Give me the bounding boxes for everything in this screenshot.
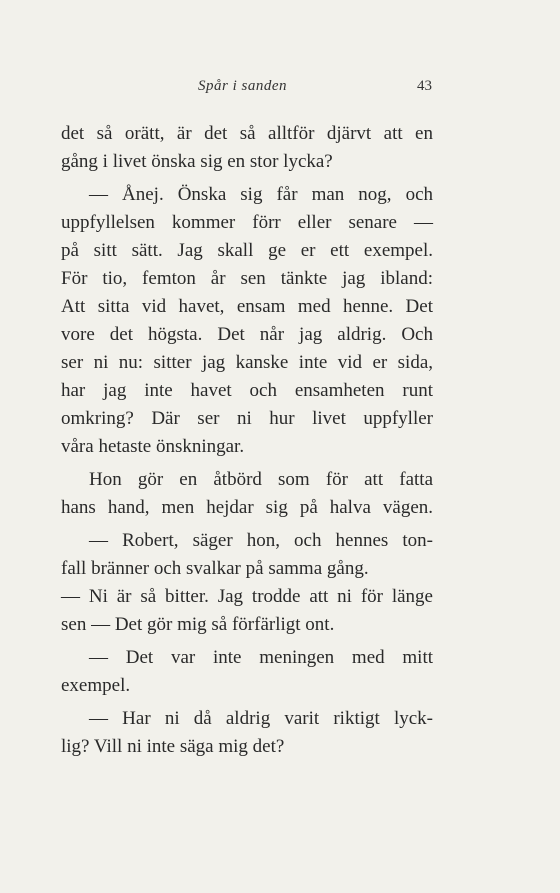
text-line: Hon gör en åtbörd som för att fatta: [89, 469, 433, 490]
text-line: uppfyllelsen kommer förr eller senare —: [61, 212, 433, 233]
text-line: — Robert, säger hon, och hennes ton-: [89, 530, 433, 551]
text-line: exempel.: [61, 675, 131, 696]
body-text: [61, 120, 433, 761]
text-line: gång i livet önska sig en stor lycka?: [61, 151, 333, 172]
running-title: Spår i sanden: [198, 78, 287, 94]
text-line: — Det var inte meningen med mitt: [89, 647, 433, 668]
text-line: sen — Det gör mig så förfärligt ont.: [61, 614, 335, 635]
text-line: har jag inte havet och ensamheten runt: [61, 380, 433, 401]
text-line: lig? Vill ni inte säga mig det?: [61, 736, 285, 757]
text-line: — Ånej. Önska sig får man nog, och: [89, 184, 433, 205]
text-line: på sitt sätt. Jag skall ge er ett exempel.: [61, 240, 433, 261]
text-line: fall bränner och svalkar på samma gång.: [61, 558, 369, 579]
text-line: ser ni nu: sitter jag kanske inte vid er sida,: [61, 352, 433, 373]
text-line: — Har ni då aldrig varit riktigt lyck-: [89, 708, 433, 729]
text-line: det så orätt, är det så alltför djärvt att en: [61, 123, 433, 144]
text-line: För tio, femton år sen tänkte jag ibland:: [61, 268, 433, 289]
page-number: 43: [417, 78, 432, 94]
text-line: hans hand, men hejdar sig på halva vägen.: [61, 497, 433, 518]
text-line: omkring? Där ser ni hur livet uppfyller: [61, 408, 433, 429]
text-line: vore det högsta. Det når jag aldrig. Och: [61, 324, 433, 345]
text-line: våra hetaste önskningar.: [61, 436, 245, 457]
text-line: — Ni är så bitter. Jag trodde att ni för länge: [61, 586, 433, 607]
page-header: [0, 78, 560, 102]
text-line: Att sitta vid havet, ensam med henne. Det: [61, 296, 433, 317]
